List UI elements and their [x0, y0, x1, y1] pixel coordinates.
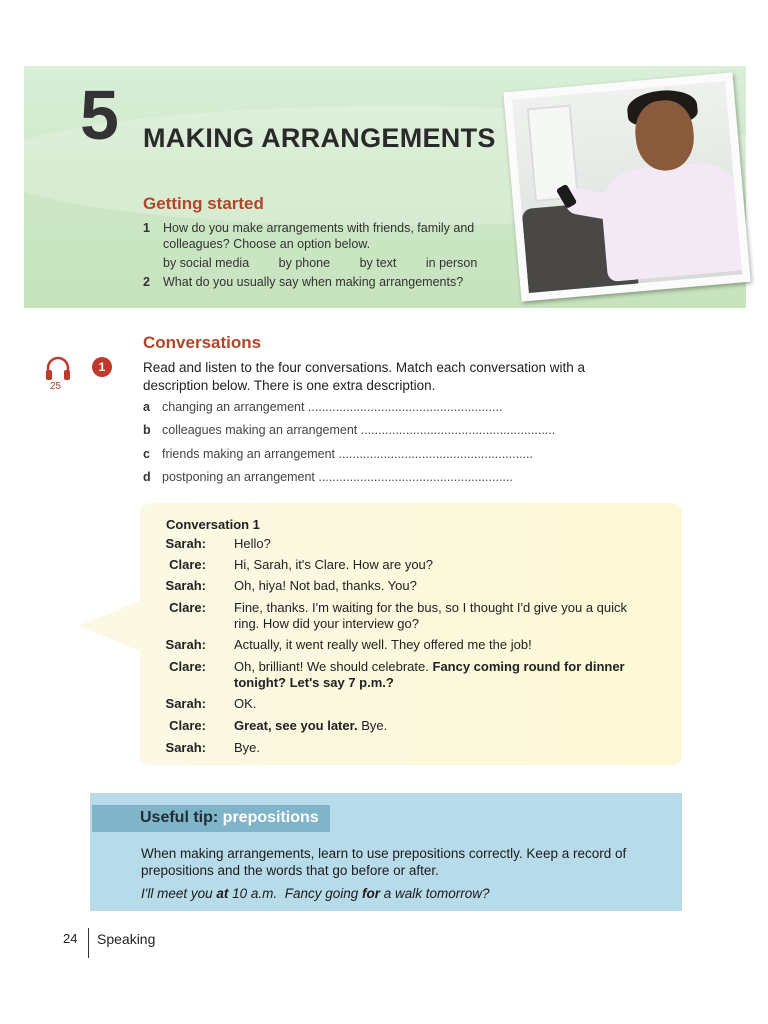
- footer-section-label: Speaking: [97, 931, 156, 947]
- item-c-letter: c: [143, 447, 150, 461]
- photo-scene: [512, 81, 742, 293]
- tip-example-d: Fancy going: [284, 886, 359, 901]
- step-number-badge: 1: [92, 357, 112, 377]
- line-2: Hi, Sarah, it's Clare. How are you?: [234, 557, 434, 572]
- speaker-3: Sarah:: [165, 578, 206, 593]
- speaker-2: Clare:: [169, 557, 206, 572]
- photo-window: [527, 105, 579, 202]
- line-8-plain: Bye.: [361, 718, 388, 733]
- speaker-6: Clare:: [169, 659, 206, 674]
- conversations-instruction: Read and listen to the four conversations. Match each conversation with a description below. There is one extra description.: [143, 360, 585, 393]
- line-8: [234, 718, 654, 734]
- tip-example: [141, 886, 490, 901]
- option-social-media: by social media: [163, 256, 250, 270]
- line-1: Hello?: [234, 536, 271, 551]
- item-a-text: changing an arrangement ........................................................: [162, 400, 503, 414]
- tip-example-e: for: [362, 886, 381, 901]
- option-in-person: in person: [425, 256, 478, 270]
- tip-text: When making arrangements, learn to use prepositions correctly. Keep a record of prepositions and the words that go before or after.: [141, 846, 627, 878]
- conversation-1-title: Conversation 1: [166, 517, 260, 532]
- line-6: [234, 659, 654, 691]
- item-a-letter: a: [143, 400, 150, 414]
- question-1-line-1: How do you make arrangements with friends, family and: [163, 221, 475, 235]
- item-b-text: colleagues making an arrangement ........................................................: [162, 423, 556, 437]
- speaker-9: Sarah:: [165, 740, 206, 755]
- question-1-line-2: colleagues? Choose an option below.: [163, 237, 371, 251]
- tip-label-text: Useful tip:: [140, 809, 219, 826]
- question-2-text: What do you usually say when making arrangements?: [163, 275, 464, 289]
- line-3: Oh, hiya! Not bad, thanks. You?: [234, 578, 417, 593]
- headphones-icon[interactable]: [44, 356, 72, 382]
- line-8-bold: Great, see you later.: [234, 718, 358, 733]
- tip-example-a: I'll meet you: [141, 886, 213, 901]
- option-text: by text: [359, 256, 397, 270]
- speech-bubble-pointer: [78, 600, 142, 652]
- speaker-1: Sarah:: [165, 536, 206, 551]
- audio-track-number: 25: [50, 381, 62, 392]
- question-1-number: 1: [143, 221, 150, 235]
- man-with-phone-photo: [503, 72, 750, 301]
- useful-tip-label: [140, 809, 319, 827]
- speaker-5: Sarah:: [165, 637, 206, 652]
- speaker-8: Clare:: [169, 718, 206, 733]
- unit-number: 5: [80, 76, 119, 154]
- tip-example-f: a walk tomorrow?: [383, 886, 490, 901]
- conversations-heading: Conversations: [143, 333, 262, 352]
- speaker-4: Clare:: [169, 600, 206, 615]
- question-2-number: 2: [143, 275, 150, 289]
- speaker-7: Sarah:: [165, 696, 206, 711]
- tip-example-b: at: [216, 886, 229, 901]
- line-5: Actually, it went really well. They offered me the job!: [234, 637, 532, 652]
- options-list: [163, 256, 503, 270]
- tip-example-c: 10 a.m.: [232, 886, 278, 901]
- unit-title: MAKING ARRANGEMENTS: [143, 123, 496, 153]
- line-4: Fine, thanks. I'm waiting for the bus, so I thought I'd give you a quick ring. How did your interview go?: [234, 600, 628, 631]
- option-phone: by phone: [278, 256, 331, 270]
- item-d-letter: d: [143, 470, 151, 484]
- page-number: 24: [63, 931, 78, 946]
- getting-started-heading: Getting started: [143, 194, 264, 213]
- tip-topic: prepositions: [222, 809, 319, 826]
- line-6-bold: Fancy coming round for dinner tonight? Let's say 7 p.m.?: [234, 659, 625, 690]
- line-9: Bye.: [234, 740, 261, 755]
- item-c-text: friends making an arrangement ........................................................: [162, 447, 533, 461]
- line-7: OK.: [234, 696, 257, 711]
- item-b-letter: b: [143, 423, 151, 437]
- line-6-plain: Oh, brilliant! We should celebrate.: [234, 659, 429, 674]
- footer-divider: [88, 928, 89, 958]
- item-d-text: postponing an arrangement ........................................................: [162, 470, 513, 484]
